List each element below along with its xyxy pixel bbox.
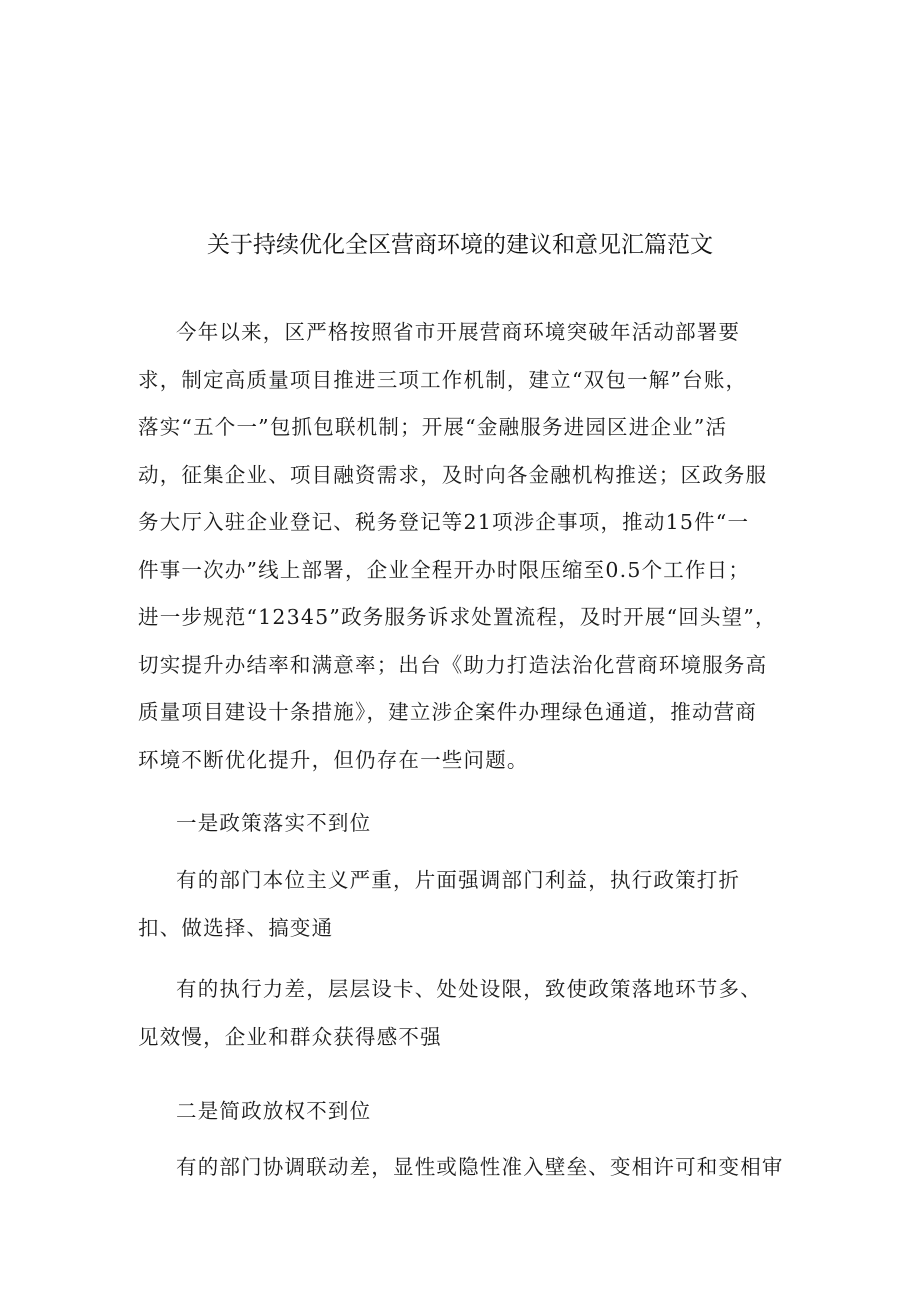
paragraph-line: 务大厅入驻企业登记、税务登记等21项涉企事项，推动15件“一 <box>138 510 750 534</box>
heading-text: 一是政策落实不到位 <box>176 811 372 835</box>
paragraph-line: 质量项目建设十条措施》，建立涉企案件办理绿色通道，推动营商 <box>138 700 758 724</box>
paragraph-line: 有的部门协调联动差，显性或隐性准入壁垒、变相许可和变相审 <box>176 1155 784 1179</box>
paragraph-line: 有的执行力差，层层设卡、处处设限，致使政策落地环节多、 <box>176 977 762 1001</box>
section2-paragraph-1 <box>138 1144 784 1192</box>
section1-paragraph-2 <box>138 966 778 1061</box>
paragraph-line: 进一步规范“12345”政务服务诉求处置流程，及时开展“回头望”， <box>138 605 777 629</box>
paragraph-line: 环境不断优化提升，但仍存在一些问题。 <box>138 747 529 772</box>
document-title: 关于持续优化全区营商环境的建议和意见汇篇范文 <box>207 232 713 258</box>
paragraph-line: 切实提升办结率和满意率；出台《助力打造法治化营商环境服务高 <box>138 652 768 677</box>
section1-paragraph-1 <box>138 857 778 952</box>
section-heading-1 <box>138 800 778 848</box>
paragraph-line: 扣、做选择、搞变通 <box>138 915 334 940</box>
heading-text: 二是简政放权不到位 <box>176 1099 372 1123</box>
paragraph-line: 件事一次办”线上部署，企业全程开办时限压缩至0.5个工作日； <box>138 557 751 582</box>
intro-paragraph <box>138 309 778 784</box>
paragraph-line: 见效慢，企业和群众获得感不强 <box>138 1024 442 1049</box>
paragraph-line: 动，征集企业、项目融资需求，及时向各金融机构推送；区政务服 <box>138 462 768 487</box>
paragraph-line: 今年以来，区严格按照省市开展营商环境突破年活动部署要 <box>176 320 741 344</box>
paragraph-line: 有的部门本位主义严重，片面强调部门利益，执行政策打折 <box>176 868 741 892</box>
paragraph-line: 落实“五个一”包抓包联机制；开展“金融服务进园区进企业”活 <box>138 415 728 439</box>
paragraph-line: 求，制定高质量项目推进三项工作机制，建立“双包一解”台账， <box>138 367 748 392</box>
section-heading-2 <box>138 1088 778 1136</box>
